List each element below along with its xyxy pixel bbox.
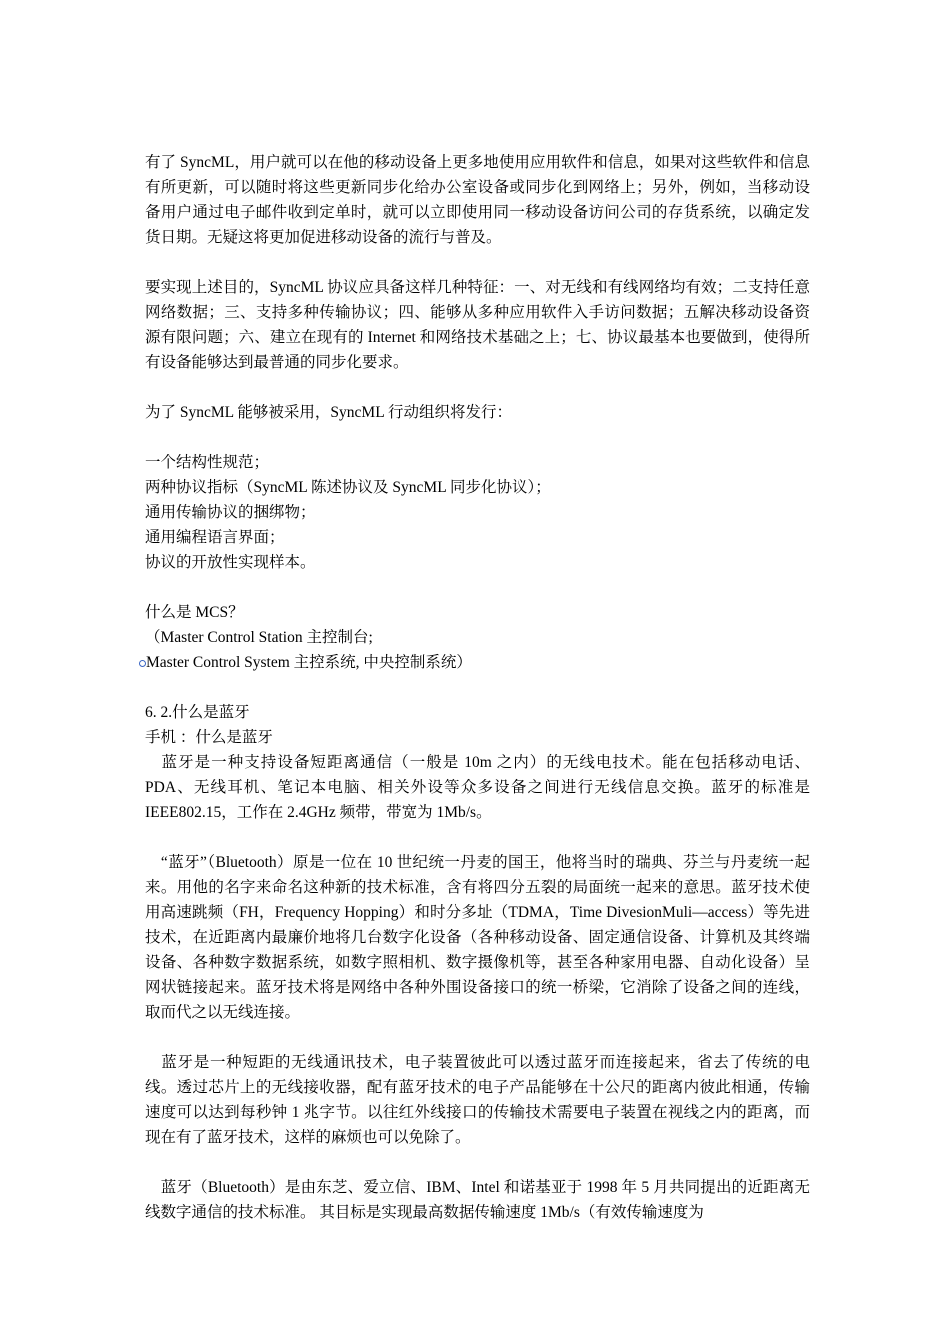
bluetooth-subheading: 手机 ：什么是蓝牙 xyxy=(145,729,273,746)
paragraph-spacer xyxy=(145,575,810,600)
mcs-definition-line-2-row xyxy=(145,650,810,675)
paragraph-spacer xyxy=(145,425,810,450)
release-list xyxy=(145,450,810,575)
bluetooth-paragraph-3: 蓝牙是一种短距的无线通讯技术，电子装置彼此可以透过蓝牙而连接起来，省去了传统的电线。透过芯片上的无线接收器，配有蓝牙技术的电子产品能够在十公尺的距离内彼此相通，传输速度可以达到每秒钟 1 兆字节。以往红外线接口的传输技术需要电子装置在视线之内的距离，而现在有了蓝牙技术，这样的麻烦也可以免除了。 xyxy=(145,1054,810,1146)
mcs-definition-line-2: Master Control System 主控系统, 中央控制系统） xyxy=(146,654,472,671)
document-page xyxy=(145,150,810,1225)
bluetooth-paragraph-2: “蓝牙”（Bluetooth）原是一位在 10 世纪统一丹麦的国王，他将当时的瑞典、芬兰与丹麦统一起来。用他的名字来命名这种新的技术标准，含有将四分五裂的局面统一起来的意思。蓝牙技术使用高速跳频（FH，Frequency Hopping）和时分多址（TDMA，Time DivesionMuli—access）等先进技术，在近距离内最廉价地将几台数字化设备（各种移动设备、固定通信设备、计算机及其终端设备、各种数字数据系统，如数字照相机、数字摄像机等，甚至各种家用电器、自动化设备）呈网状链接起来。蓝牙技术将是网络中各种外围设备接口的统一桥梁，它消除了设备之间的连线，取而代之以无线连接。 xyxy=(145,854,810,1021)
syncml-features-paragraph: 要实现上述目的，SyncML 协议应具备这样几种特征：一、对无线和有线网络均有效；二支持任意网络数据；三、支持多种传输协议；四、能够从多种应用软件入手访问数据；五解决移动设备资源有限问题；六、建立在现有的 Internet 和网络技术基础之上；七、协议最基本也要做到，使得所有设备能够达到最普通的同步化要求。 xyxy=(145,279,810,371)
syncml-release-intro: 为了 SyncML 能够被采用，SyncML 行动组织将发行： xyxy=(145,404,512,421)
paragraph-spacer xyxy=(145,675,810,700)
release-list-item: 一个结构性规范； xyxy=(145,454,270,471)
paragraph-spacer xyxy=(145,1025,810,1050)
mcs-question: 什么是 MCS？ xyxy=(145,604,244,621)
bluetooth-paragraph-4: 蓝牙（Bluetooth）是由东芝、爱立信、IBM、Intel 和诺基亚于 1998 年 5 月共同提出的近距离无线数字通信的技术标准。 其目标是实现最高数据传输速度 1Mb/s（有效传输速度为 xyxy=(145,1179,810,1221)
anchor-marker-icon xyxy=(139,660,146,667)
paragraph-spacer xyxy=(145,250,810,275)
bluetooth-paragraph-1: 蓝牙是一种支持设备短距离通信（一般是 10m 之内）的无线电技术。能在包括移动电话、PDA、无线耳机、笔记本电脑、相关外设等众多设备之间进行无线信息交换。蓝牙的标准是 IEEE802.15，工作在 2.4GHz 频带，带宽为 1Mb/s。 xyxy=(145,754,810,821)
bluetooth-heading: 6. 2.什么是蓝牙 xyxy=(145,704,250,721)
paragraph-spacer xyxy=(145,375,810,400)
release-list-item: 协议的开放性实现样本。 xyxy=(145,554,316,571)
release-list-item: 通用传输协议的捆绑物； xyxy=(145,504,316,521)
release-list-item: 两种协议指标（SyncML 陈述协议及 SyncML 同步化协议）； xyxy=(145,479,551,496)
release-list-item: 通用编程语言界面； xyxy=(145,529,285,546)
syncml-intro-paragraph: 有了 SyncML，用户就可以在他的移动设备上更多地使用应用软件和信息，如果对这些软件和信息有所更新，可以随时将这些更新同步化给办公室设备或同步化到网络上；另外，例如，当移动设备用户通过电子邮件收到定单时，就可以立即使用同一移动设备访问公司的存货系统，以确定发货日期。无疑这将更加促进移动设备的流行与普及。 xyxy=(145,154,810,246)
paragraph-spacer xyxy=(145,1150,810,1175)
mcs-definition-line-1: （Master Control Station 主控制台; xyxy=(145,629,373,646)
paragraph-spacer xyxy=(145,825,810,850)
